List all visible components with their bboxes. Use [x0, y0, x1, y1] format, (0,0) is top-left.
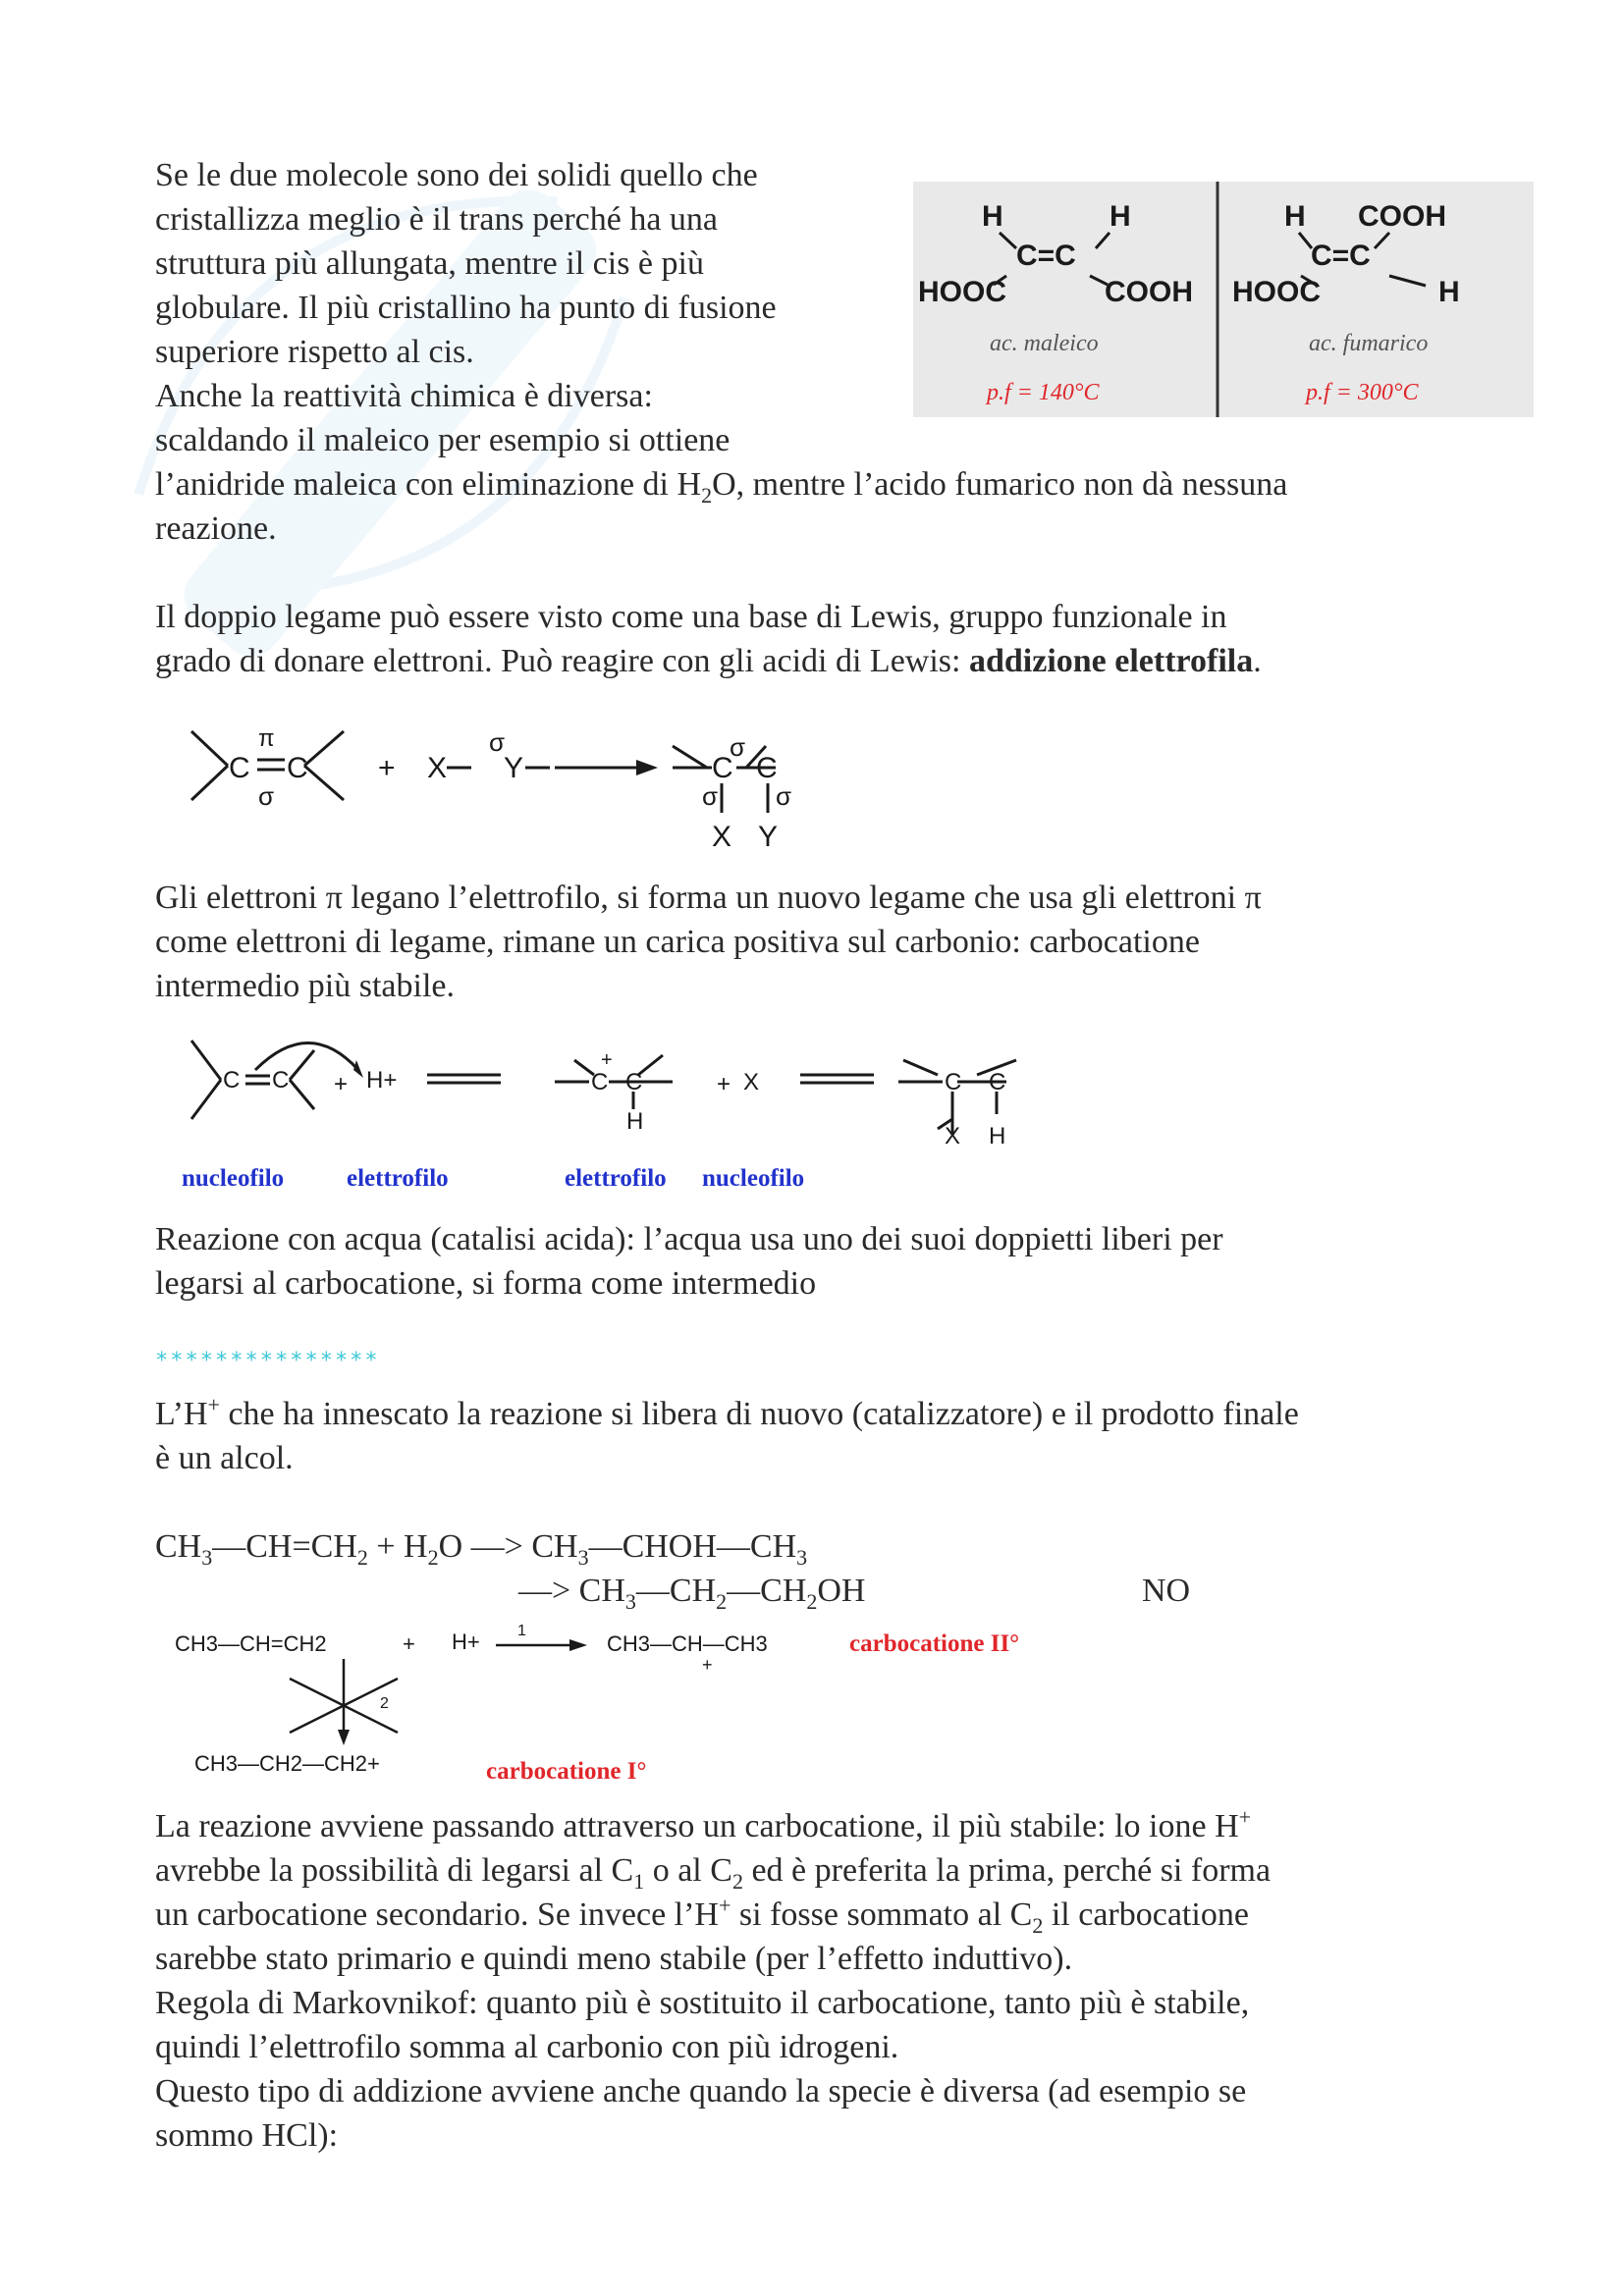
paragraph-pi-electrons — [155, 876, 1549, 1008]
maleic-melting-point: p.f = 140°C — [987, 380, 1100, 405]
label-elettrofilo-1: elettrofilo — [347, 1165, 449, 1192]
label-nucleofilo-2: nucleofilo — [702, 1165, 805, 1192]
product-x: X — [712, 821, 732, 853]
text-line: Anche la reattività chimica è diversa: — [155, 378, 653, 414]
sigma-bond-label: σ — [258, 781, 275, 811]
carbo-h-plus: H+ — [452, 1629, 480, 1654]
text-line: L’H+ che ha innescato la reazione si libera di nuovo (catalizzatore) e il prodotto finale — [155, 1392, 1299, 1432]
placeholder-stars: *************** — [155, 1349, 380, 1373]
text-line: superiore rispetto al cis. — [155, 334, 474, 370]
figure-mechanism — [172, 1021, 1075, 1202]
carbo-product: CH3—CH—CH3 — [607, 1631, 768, 1656]
mech-carbocation-c2: C — [625, 1069, 643, 1095]
equation-hydration — [155, 1524, 1039, 1569]
mech-product-c2: C — [989, 1069, 1006, 1095]
carbo-step-2: 2 — [380, 1695, 389, 1712]
text-line: globulare. Il più cristallino ha punto di fusione — [155, 290, 777, 326]
reagent-sigma: σ — [489, 727, 506, 757]
product-sigma-right: σ — [776, 781, 792, 811]
paragraph-lewis-base — [155, 595, 1549, 683]
addition-plus: + — [378, 752, 396, 784]
carbo-primary: CH3—CH2—CH2+ — [194, 1751, 380, 1776]
equation-line-2: —> $CH_3—CH_2—CH_2OH$ — [518, 1573, 866, 1614]
fumaric-double-bond: C=C — [1311, 240, 1371, 272]
text-line: Reazione con acqua (catalisi acida): l’acqua usa uno dei suoi doppietti liberi per — [155, 1221, 1223, 1257]
text-line: Regola di Markovnikof: quanto più è sostituito il carbocatione, tanto più è stabile, — [155, 1985, 1250, 2021]
text-line: un carbocatione secondario. Se invece l’H+ si fosse sommato al $C_2$ il carbocatione — [155, 1893, 1249, 1938]
equation-line-1: $CH_3—CH=CH_2 + H_2O$ —> $CH_3—CHOH—CH_3$ — [155, 1528, 808, 1570]
text-line: scaldando il maleico per esempio si ottiene — [155, 422, 731, 458]
text-line: struttura più allungata, mentre il cis è più — [155, 245, 704, 282]
text-line: sommo HCl): — [155, 2117, 339, 2154]
text-line: è un alcol. — [155, 1440, 294, 1476]
maleic-double-bond: C=C — [1016, 240, 1076, 272]
product-sigma: σ — [730, 732, 746, 762]
mech-x: X — [743, 1069, 760, 1095]
mech-carbon-2: C — [272, 1067, 290, 1094]
text-line: quindi l’elettrofilo somma al carbonio con più idrogeni. — [155, 2029, 899, 2065]
product-y: Y — [758, 821, 779, 853]
mech-plus-2: + — [717, 1071, 731, 1097]
addition-carbon-2: C — [287, 752, 308, 784]
text-line: intermedio più stabile. — [155, 968, 455, 1004]
text-line: Gli elettroni π legano l’elettrofilo, si forma un nuovo legame che usa gli elettroni π — [155, 880, 1262, 916]
figure-maleic-fumaric — [913, 182, 1534, 417]
mech-product-c1: C — [945, 1069, 962, 1095]
mech-carbon-1: C — [223, 1067, 241, 1094]
paragraph-catalyst — [155, 1392, 1549, 1480]
text-line: sarebbe stato primario e quindi meno stabile (per l’effetto induttivo). — [155, 1941, 1073, 1977]
text-line: come elettroni di legame, rimane un carica positiva sul carbonio: carbocatione — [155, 924, 1200, 960]
mech-carbocation-c1: C — [591, 1069, 609, 1095]
reagent-y: Y — [504, 752, 524, 784]
label-carbocation-primary: carbocatione I° — [486, 1758, 647, 1785]
paragraph-markovnikov — [155, 1981, 1549, 2158]
fumaric-melting-point: p.f = 300°C — [1306, 380, 1419, 405]
product-carbon-1: C — [712, 752, 733, 784]
text-line: reazione. — [155, 510, 277, 547]
maleic-h-left: H — [982, 200, 1003, 233]
text-line: legarsi al carbocatione, si forma come intermedio — [155, 1265, 817, 1302]
maleic-h-right: H — [1110, 200, 1131, 233]
equation-no-label: NO — [1142, 1573, 1191, 1609]
label-carbocation-secondary: carbocatione II° — [849, 1630, 1020, 1657]
paragraph-crystallinity-cont — [155, 462, 1530, 551]
fumaric-h-left: H — [1284, 200, 1306, 233]
maleic-cooh: COOH — [1105, 276, 1193, 308]
label-nucleofilo-1: nucleofilo — [182, 1165, 285, 1192]
reagent-x: X — [427, 752, 448, 784]
addition-carbon-1: C — [229, 752, 250, 784]
maleic-label: ac. maleico — [990, 331, 1099, 356]
carbo-product-charge: + — [702, 1655, 713, 1675]
text-line: cristallizza meglio è il trans perché ha una — [155, 201, 719, 238]
product-carbon-2: C — [756, 752, 778, 784]
carbo-plus: + — [403, 1631, 415, 1656]
mech-plus-1: + — [334, 1071, 349, 1097]
mech-carbocation-h: H — [626, 1108, 644, 1135]
mech-product-h: H — [989, 1123, 1006, 1149]
term-electrophilic-addition: addizione elettrofila — [968, 643, 1254, 679]
fumaric-cooh: COOH — [1358, 200, 1446, 233]
paragraph-carbocation-explanation — [155, 1804, 1549, 1981]
carbo-step-1: 1 — [517, 1623, 526, 1639]
equation-hydration-alt — [518, 1569, 1108, 1613]
mech-h-plus: H+ — [366, 1067, 398, 1094]
figure-carbocation — [167, 1620, 1090, 1796]
mech-carbocation-charge: + — [601, 1049, 613, 1071]
text-line: grado di donare elettroni. Può reagire con gli acidi di Lewis: addizione elettrofila. — [155, 643, 1262, 679]
figure-electrophilic-addition — [177, 707, 884, 854]
mech-product-x: X — [945, 1123, 961, 1149]
paragraph-water-reaction — [155, 1217, 1549, 1306]
text-line: Se le due molecole sono dei solidi quello che — [155, 157, 758, 193]
fumaric-h-right: H — [1438, 276, 1460, 308]
maleic-hooc: HOOC — [918, 276, 1006, 308]
text-line: Il doppio legame può essere visto come una base di Lewis, gruppo funzionale in — [155, 599, 1227, 635]
text-line: avrebbe la possibilità di legarsi al $C_1$ o al $C_2$ ed è preferita la prima, perché si forma — [155, 1852, 1272, 1894]
text-line: Questo tipo di addizione avviene anche quando la specie è diversa (ad esempio se — [155, 2073, 1247, 2109]
text-line: l’anidride maleica con eliminazione di $H_2O$, mentre l’acido fumarico non dà nessuna — [155, 466, 1288, 507]
pi-bond-label: π — [258, 725, 275, 752]
fumaric-hooc: HOOC — [1232, 276, 1321, 308]
label-elettrofilo-2: elettrofilo — [565, 1165, 667, 1192]
product-sigma-left: σ — [702, 781, 719, 811]
paragraph-crystallinity — [155, 153, 901, 462]
fumaric-label: ac. fumarico — [1309, 331, 1429, 356]
carbo-reactant: CH3—CH=CH2 — [175, 1631, 327, 1656]
text-line: La reazione avviene passando attraverso un carbocatione, il più stabile: lo ione H+ — [155, 1804, 1252, 1844]
